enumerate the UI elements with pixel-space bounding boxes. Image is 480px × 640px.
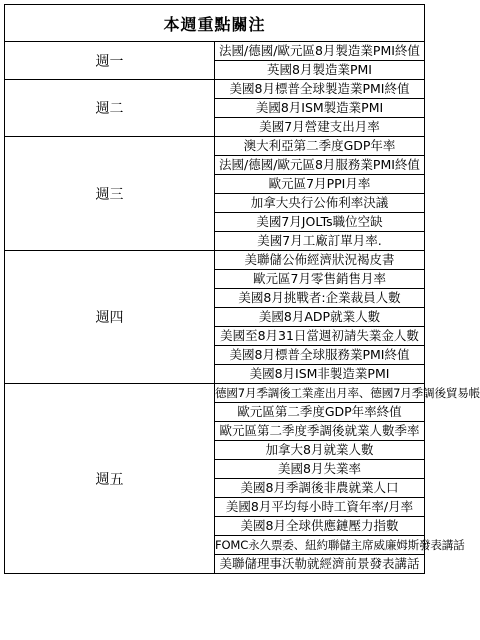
event-item: 美國至8月31日當週初請失業金人數 [215,327,425,346]
event-row [5,42,425,61]
event-row [5,251,425,270]
event-item: FOMC永久票委、紐約聯儲主席威廉姆斯發表講話 [215,536,425,555]
event-row [5,80,425,99]
title-row [5,5,425,42]
weekly-focus-table [4,4,480,574]
day-label-tuesday: 週二 [5,80,215,137]
event-item: 英國8月製造業PMI [215,61,425,80]
event-item: 美國8月挑戰者:企業裁員人數 [215,289,425,308]
event-item: 澳大利亞第二季度GDP年率 [215,137,425,156]
day-label-wednesday: 週三 [5,137,215,251]
event-item: 美國8月標普全球製造業PMI終值 [215,80,425,99]
event-item: 美國8月季調後非農就業人口 [215,479,425,498]
event-item: 美國8月ADP就業人數 [215,308,425,327]
event-item: 美國7月營建支出月率 [215,118,425,137]
table-body [5,42,480,574]
event-item: 美聯儲理事沃勒就經濟前景發表講話 [215,555,425,574]
event-item: 加拿大8月就業人數 [215,441,425,460]
event-item: 美國7月工廠訂單月率. [215,232,425,251]
event-item: 美國8月失業率 [215,460,425,479]
event-item: 美國8月全球供應鏈壓力指數 [215,517,425,536]
event-item: 法國/德國/歐元區8月服務業PMI終值 [215,156,425,175]
event-item: 美國8月ISM製造業PMI [215,99,425,118]
day-label-thursday: 週四 [5,251,215,384]
event-item: 美國7月JOLTs職位空缺 [215,213,425,232]
event-row [5,384,425,403]
event-item: 歐元區第二季度季調後就業人數季率 [215,422,425,441]
event-item: 歐元區7月零售銷售月率 [215,270,425,289]
day-label-monday: 週一 [5,42,215,80]
event-item: 歐元區7月PPI月率 [215,175,425,194]
table-title: 本週重點關注 [5,5,425,42]
event-row [5,137,425,156]
event-item: 美國8月ISM非製造業PMI [215,365,425,384]
event-item: 法國/德國/歐元區8月製造業PMI終值 [215,42,425,61]
event-item: 歐元區第二季度GDP年率終值 [215,403,425,422]
event-item: 美國8月平均每小時工資年率/月率 [215,498,425,517]
event-item: 加拿大央行公佈利率決議 [215,194,425,213]
day-label-friday: 週五 [5,384,215,574]
event-item: 美聯儲公佈經濟狀況褐皮書 [215,251,425,270]
event-item: 美國8月標普全球服務業PMI終值 [215,346,425,365]
event-item: 德國7月季調後工業產出月率、德國7月季調後貿易帳 [215,384,425,403]
